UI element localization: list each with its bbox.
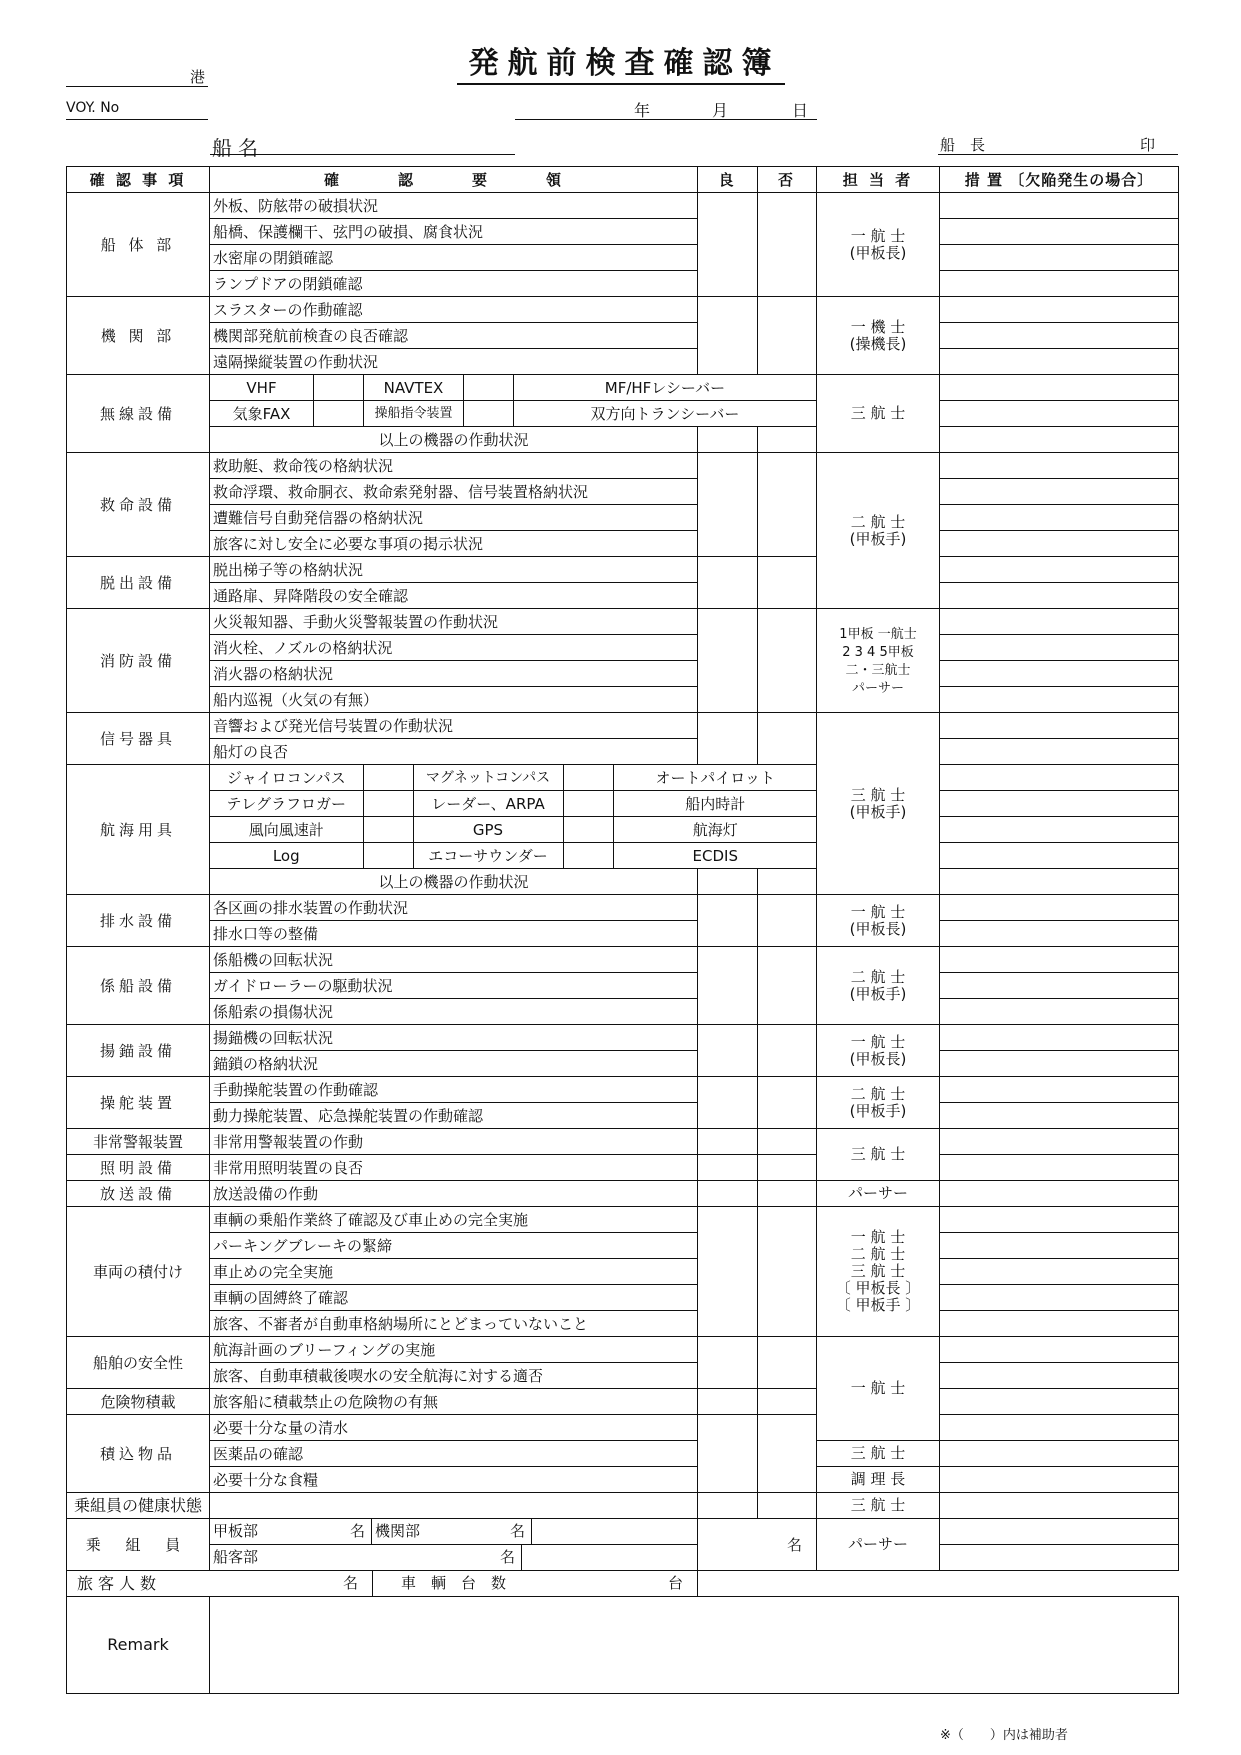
resp-text: 一 航 士 <box>850 1379 906 1397</box>
item-row: 航海計画のブリーフィングの実施 <box>210 1337 698 1363</box>
resp-radio <box>817 375 940 453</box>
action-cell[interactable] <box>940 245 1179 271</box>
resp-fire <box>817 609 940 713</box>
good-cell[interactable] <box>698 1129 758 1155</box>
good-cell[interactable] <box>698 557 758 609</box>
radio-vhf: VHF <box>210 375 314 401</box>
item-row: 脱出梯子等の格納状況 <box>210 557 698 583</box>
good-cell[interactable] <box>698 193 758 297</box>
resp-text: 三 航 士 (甲板手) <box>849 785 907 821</box>
action-cell[interactable] <box>940 947 1179 973</box>
resp-crew <box>817 1519 940 1571</box>
voy-label: VOY. No <box>66 100 120 116</box>
category-navigation: 航海用具 <box>67 765 210 895</box>
good-cell[interactable] <box>698 1181 758 1207</box>
bad-cell[interactable] <box>758 713 817 765</box>
action-cell[interactable] <box>940 453 1179 479</box>
passenger-count[interactable] <box>67 1571 373 1596</box>
vehicle-count[interactable] <box>373 1571 697 1596</box>
action-cell[interactable] <box>940 1363 1179 1389</box>
item-row: 旅客、自動車積載後喫水の安全航海に対する適否 <box>210 1363 698 1389</box>
item-row: 係船機の回転状況 <box>210 947 698 973</box>
bad-cell[interactable] <box>758 1415 817 1493</box>
bad-cell[interactable] <box>758 557 817 609</box>
resp-vehicle <box>817 1207 940 1337</box>
item-row: 旅客、不審者が自動車格納場所にとどまっていないこと <box>210 1311 698 1337</box>
action-cell[interactable] <box>940 1285 1179 1311</box>
good-cell[interactable] <box>698 453 758 557</box>
resp-text: 一 機 士 (操機長) <box>849 317 907 353</box>
bad-cell[interactable] <box>758 427 817 453</box>
item-row: 機関部発航前検査の良否確認 <box>210 323 698 349</box>
item-row: 水密扉の閉鎖確認 <box>210 245 698 271</box>
bad-cell[interactable] <box>758 1493 817 1519</box>
passenger-label: 旅客人数 <box>77 1574 162 1593</box>
good-cell[interactable] <box>698 869 758 895</box>
radio-transceiver: 双方向トランシーバー <box>513 401 816 427</box>
item-row: 車輌の固縛終了確認 <box>210 1285 698 1311</box>
check-cell[interactable] <box>363 817 413 843</box>
check-cell[interactable] <box>363 791 413 817</box>
good-cell[interactable] <box>698 1025 758 1077</box>
action-cell[interactable] <box>940 791 1179 817</box>
check-cell[interactable] <box>563 765 613 791</box>
action-cell[interactable] <box>940 1207 1179 1233</box>
category-radio: 無線設備 <box>67 375 210 453</box>
category-fire: 消防設備 <box>67 609 210 713</box>
radio-maneuver: 操船指令装置 <box>364 401 463 427</box>
seal-label: 印 <box>1140 136 1156 154</box>
check-cell[interactable] <box>563 817 613 843</box>
action-cell[interactable] <box>940 479 1179 505</box>
action-cell[interactable] <box>940 1311 1179 1337</box>
resp-health <box>817 1493 940 1519</box>
date-line <box>515 100 817 120</box>
good-cell[interactable] <box>698 947 758 1025</box>
action-cell[interactable] <box>940 973 1179 999</box>
radio-navtex: NAVTEX <box>364 375 463 401</box>
check-cell[interactable] <box>363 843 413 869</box>
item-row: 非常用照明装置の良否 <box>210 1155 698 1181</box>
page-title: 発航前検査確認簿 <box>0 38 1241 82</box>
resp-text: 一 航 士 (甲板長) <box>849 1032 907 1068</box>
navigation-inner-table <box>210 765 817 868</box>
item-row: 医薬品の確認 <box>210 1441 698 1467</box>
bad-cell[interactable] <box>758 1077 817 1129</box>
check-cell[interactable] <box>363 765 413 791</box>
action-cell[interactable] <box>940 1259 1179 1285</box>
bad-cell[interactable] <box>758 895 817 947</box>
bad-cell[interactable] <box>758 453 817 557</box>
item-row: 必要十分な食糧 <box>210 1467 698 1493</box>
good-cell[interactable] <box>698 1493 758 1519</box>
ship-name-label: 船名 <box>212 136 264 160</box>
resp-text: パーサー <box>847 1535 908 1553</box>
footnote: ※（ ）内は補助者 <box>940 1728 1068 1743</box>
port-suffix: 港 <box>190 68 206 86</box>
item-row: 遭難信号自動発信器の格納状況 <box>210 505 698 531</box>
captain-label: 船 長 <box>940 136 986 154</box>
nav-log: Log <box>210 843 363 869</box>
nav-ecdis: ECDIS <box>613 843 817 869</box>
action-cell[interactable] <box>940 271 1179 297</box>
health-cell[interactable] <box>210 1493 698 1519</box>
resp-text: 二 航 士 (甲板手) <box>849 967 907 1003</box>
action-cell[interactable] <box>940 713 1179 739</box>
crew-steward-label: 船客部 <box>213 1548 259 1566</box>
check-cell[interactable] <box>563 843 613 869</box>
good-cell[interactable] <box>698 1155 758 1181</box>
action-cell[interactable] <box>940 1493 1179 1519</box>
resp-navigation <box>817 713 940 895</box>
action-cell[interactable] <box>940 765 1179 791</box>
action-cell[interactable] <box>940 661 1179 687</box>
remark-label: Remark <box>67 1597 210 1694</box>
item-row: 消火栓、ノズルの格納状況 <box>210 635 698 661</box>
radio-inner-table <box>210 375 816 426</box>
item-row: 音響および発光信号装置の作動状況 <box>210 713 698 739</box>
good-cell[interactable] <box>698 1415 758 1493</box>
resp-hull <box>817 193 940 297</box>
item-row: 車輌の乗船作業終了確認及び車止めの完全実施 <box>210 1207 698 1233</box>
action-cell[interactable] <box>940 1181 1179 1207</box>
navigation-grid <box>210 765 817 869</box>
date-month: 月 <box>712 101 729 120</box>
item-row: 非常用警報装置の作動 <box>210 1129 698 1155</box>
port-line <box>66 66 208 87</box>
action-cell[interactable] <box>940 557 1179 583</box>
action-cell[interactable] <box>940 297 1179 323</box>
item-row: 救助艇、救命筏の格納状況 <box>210 453 698 479</box>
good-cell[interactable] <box>698 427 758 453</box>
category-hull: 船 体 部 <box>67 193 210 297</box>
action-cell[interactable] <box>940 583 1179 609</box>
nav-clock: 船内時計 <box>613 791 817 817</box>
voy-line <box>66 100 208 120</box>
resp-text: 調 理 長 <box>850 1470 906 1488</box>
action-cell[interactable] <box>940 1025 1179 1051</box>
resp-lighting <box>817 1129 940 1181</box>
category-mooring: 係船設備 <box>67 947 210 1025</box>
item-row: 動力操舵装置、応急操舵装置の作動確認 <box>210 1103 698 1129</box>
radio-mfhf: MF/HFレシーバー <box>513 375 816 401</box>
action-cell[interactable] <box>940 1415 1179 1441</box>
action-cell[interactable] <box>940 1441 1179 1467</box>
item-row: 遠隔操縦装置の作動状況 <box>210 349 698 375</box>
category-anchor: 揚錨設備 <box>67 1025 210 1077</box>
check-cell[interactable] <box>463 401 513 427</box>
resp-drainage <box>817 895 940 947</box>
nav-echo: エコーサウンダー <box>413 843 563 869</box>
passenger-row <box>67 1571 698 1597</box>
action-cell[interactable] <box>940 1337 1179 1363</box>
nav-gyro: ジャイロコンパス <box>210 765 363 791</box>
resp-text: 二 航 士 (甲板手) <box>849 1084 907 1120</box>
category-lighting: 照明設備 <box>67 1155 210 1181</box>
action-cell[interactable] <box>940 1077 1179 1103</box>
resp-engine <box>817 297 940 375</box>
col-action: 措 置 〔欠陥発生の場合〕 <box>940 167 1179 193</box>
item-row: パーキングブレーキの緊締 <box>210 1233 698 1259</box>
good-cell[interactable] <box>698 1207 758 1337</box>
bad-cell[interactable] <box>758 1337 817 1389</box>
resp-text: 三 航 士 <box>850 1496 906 1514</box>
action-cell[interactable] <box>940 1129 1179 1155</box>
radio-footer: 以上の機器の作動状況 <box>210 427 698 453</box>
good-cell[interactable] <box>698 713 758 765</box>
resp-text: 一 航 士 二 航 士 三 航 士 〔 甲板長 〕 〔 甲板手 〕 <box>835 1228 921 1314</box>
category-broadcast: 放送設備 <box>67 1181 210 1207</box>
nav-magnet: マグネットコンパス <box>413 765 563 791</box>
resp-lifesaving <box>817 453 940 609</box>
bad-cell[interactable] <box>758 1129 817 1155</box>
action-cell[interactable] <box>940 1155 1179 1181</box>
category-alarm: 非常警報装置 <box>67 1129 210 1155</box>
crew-deck-label: 甲板部 <box>213 1522 259 1540</box>
good-cell[interactable] <box>698 1337 758 1389</box>
crew-steward-unit: 名 <box>499 1548 515 1566</box>
col-responsible: 担 当 者 <box>817 167 940 193</box>
crew-deck-unit: 名 <box>349 1522 365 1540</box>
item-row: 通路扉、昇降階段の安全確認 <box>210 583 698 609</box>
action-cell[interactable] <box>940 505 1179 531</box>
nav-anemometer: 風向風速計 <box>210 817 363 843</box>
crew-total-right[interactable] <box>698 1519 817 1571</box>
item-row: 各区画の排水装置の作動状況 <box>210 895 698 921</box>
bad-cell[interactable] <box>758 1181 817 1207</box>
resp-mooring <box>817 947 940 1025</box>
action-cell[interactable] <box>940 401 1179 427</box>
item-row: 係船索の損傷状況 <box>210 999 698 1025</box>
action-cell[interactable] <box>940 921 1179 947</box>
action-cell[interactable] <box>940 1519 1179 1545</box>
good-cell[interactable] <box>698 895 758 947</box>
bad-cell[interactable] <box>758 609 817 713</box>
vehicles-label: 車 輌 台 数 <box>401 1574 507 1592</box>
action-cell[interactable] <box>940 895 1179 921</box>
action-cell[interactable] <box>940 1389 1179 1415</box>
action-cell[interactable] <box>940 687 1179 713</box>
good-cell[interactable] <box>698 1389 758 1415</box>
bad-cell[interactable] <box>758 947 817 1025</box>
item-row: 排水口等の整備 <box>210 921 698 947</box>
action-cell[interactable] <box>940 739 1179 765</box>
category-drainage: 排水設備 <box>67 895 210 947</box>
action-cell[interactable] <box>940 427 1179 453</box>
nav-autopilot: オートパイロット <box>613 765 817 791</box>
radio-grid <box>210 375 817 427</box>
crew-engine-label: 機関部 <box>375 1522 421 1540</box>
nav-light: 航海灯 <box>613 817 817 843</box>
col-category: 確 認 事 項 <box>67 167 210 193</box>
resp-hazmat <box>817 1337 940 1441</box>
category-engine: 機 関 部 <box>67 297 210 375</box>
item-row: ランプドアの閉鎖確認 <box>210 271 698 297</box>
resp-text: 三 航 士 <box>850 404 906 422</box>
remark-field[interactable] <box>210 1597 1179 1694</box>
item-row: 必要十分な量の清水 <box>210 1415 698 1441</box>
bad-cell[interactable] <box>758 1207 817 1337</box>
item-row: 船橋、保護欄干、弦門の破損、腐食状況 <box>210 219 698 245</box>
item-row: 火災報知器、手動火災警報装置の作動状況 <box>210 609 698 635</box>
bad-cell[interactable] <box>758 869 817 895</box>
item-row: スラスターの作動確認 <box>210 297 698 323</box>
action-cell[interactable] <box>940 349 1179 375</box>
crew-deck-engine-cell <box>210 1519 698 1545</box>
good-cell[interactable] <box>698 609 758 713</box>
nav-radar: レーダー、ARPA <box>413 791 563 817</box>
item-row: 揚錨機の回転状況 <box>210 1025 698 1051</box>
category-vehicle: 車両の積付け <box>67 1207 210 1337</box>
passenger-unit: 名 <box>342 1574 358 1592</box>
action-cell[interactable] <box>940 817 1179 843</box>
action-cell[interactable] <box>940 531 1179 557</box>
category-crew: 乗 組 員 <box>67 1519 210 1571</box>
action-cell[interactable] <box>940 193 1179 219</box>
item-row: 車止めの完全実施 <box>210 1259 698 1285</box>
action-cell[interactable] <box>940 1233 1179 1259</box>
bad-cell[interactable] <box>758 1025 817 1077</box>
ship-name-line <box>210 134 515 155</box>
resp-text: 二 航 士 (甲板手) <box>849 512 907 548</box>
action-cell[interactable] <box>940 1051 1179 1077</box>
item-row: 船灯の良否 <box>210 739 698 765</box>
col-procedure: 確 認 要 領 <box>210 167 698 193</box>
resp-supplies-medicine <box>817 1441 940 1467</box>
crew-steward[interactable] <box>210 1545 522 1570</box>
bad-cell[interactable] <box>758 193 817 297</box>
good-cell[interactable] <box>698 1077 758 1129</box>
item-row: 救命浮環、救命胴衣、救命索発射器、信号装置格納状況 <box>210 479 698 505</box>
action-cell[interactable] <box>940 843 1179 869</box>
bad-cell[interactable] <box>758 297 817 375</box>
bad-cell[interactable] <box>758 1389 817 1415</box>
action-cell[interactable] <box>940 1103 1179 1129</box>
action-cell[interactable] <box>940 635 1179 661</box>
category-lifesaving: 救命設備 <box>67 453 210 557</box>
category-steering: 操舵装置 <box>67 1077 210 1129</box>
date-day: 日 <box>792 101 809 120</box>
crew-deck[interactable] <box>210 1519 372 1544</box>
item-row: ガイドローラーの駆動状況 <box>210 973 698 999</box>
navigation-footer: 以上の機器の作動状況 <box>210 869 698 895</box>
item-row: 旅客船に積載禁止の危険物の有無 <box>210 1389 698 1415</box>
resp-text: 三 航 士 <box>850 1444 906 1462</box>
action-cell[interactable] <box>940 323 1179 349</box>
nav-telegraph: テレグラフロガー <box>210 791 363 817</box>
action-cell[interactable] <box>940 609 1179 635</box>
crew-engine-unit: 名 <box>509 1522 525 1540</box>
blank-cell <box>698 1571 1179 1597</box>
crew-steward-cell <box>210 1545 698 1571</box>
action-cell[interactable] <box>940 219 1179 245</box>
nav-gps: GPS <box>413 817 563 843</box>
resp-text: 1甲板 一航士 2 3 4 5甲板 二・三航士 パーサー <box>839 626 917 696</box>
inspection-table <box>66 166 1179 1694</box>
item-row: 錨鎖の格納状況 <box>210 1051 698 1077</box>
category-health: 乗組員の健康状態 <box>67 1493 210 1519</box>
action-cell[interactable] <box>940 999 1179 1025</box>
resp-text: 一 航 士 (甲板長) <box>849 226 907 262</box>
date-year: 年 <box>634 101 651 120</box>
resp-anchor <box>817 1025 940 1077</box>
crew-total-unit: 名 <box>786 1535 802 1554</box>
resp-text: 一 航 士 (甲板長) <box>849 902 907 938</box>
item-row: 手動操舵装置の作動確認 <box>210 1077 698 1103</box>
col-bad: 否 <box>758 167 817 193</box>
action-cell[interactable] <box>940 375 1179 401</box>
item-row: 外板、防舷帯の破損状況 <box>210 193 698 219</box>
resp-text: パーサー <box>847 1184 908 1202</box>
category-supplies: 積込物品 <box>67 1415 210 1493</box>
captain-line <box>938 134 1178 155</box>
resp-text: 三 航 士 <box>850 1145 906 1163</box>
resp-supplies-food <box>817 1467 940 1493</box>
action-cell[interactable] <box>940 1467 1179 1493</box>
col-good: 良 <box>698 167 758 193</box>
action-cell[interactable] <box>940 1545 1179 1571</box>
good-cell[interactable] <box>698 297 758 375</box>
category-hazmat: 危険物積載 <box>67 1389 210 1415</box>
check-cell[interactable] <box>563 791 613 817</box>
bad-cell[interactable] <box>758 1155 817 1181</box>
action-cell[interactable] <box>940 869 1179 895</box>
radio-fax: 気象FAX <box>210 401 314 427</box>
category-safety: 船舶の安全性 <box>67 1337 210 1389</box>
category-escape: 脱出設備 <box>67 557 210 609</box>
item-row: 船内巡視（火気の有無） <box>210 687 698 713</box>
category-signal: 信号器具 <box>67 713 210 765</box>
item-row: 放送設備の作動 <box>210 1181 698 1207</box>
vehicles-unit: 台 <box>667 1574 683 1592</box>
item-row: 旅客に対し安全に必要な事項の掲示状況 <box>210 531 698 557</box>
resp-steering <box>817 1077 940 1129</box>
item-row: 消火器の格納状況 <box>210 661 698 687</box>
crew-engine[interactable] <box>372 1519 532 1544</box>
check-cell[interactable] <box>314 401 364 427</box>
resp-broadcast <box>817 1181 940 1207</box>
check-cell[interactable] <box>463 375 513 401</box>
check-cell[interactable] <box>314 375 364 401</box>
